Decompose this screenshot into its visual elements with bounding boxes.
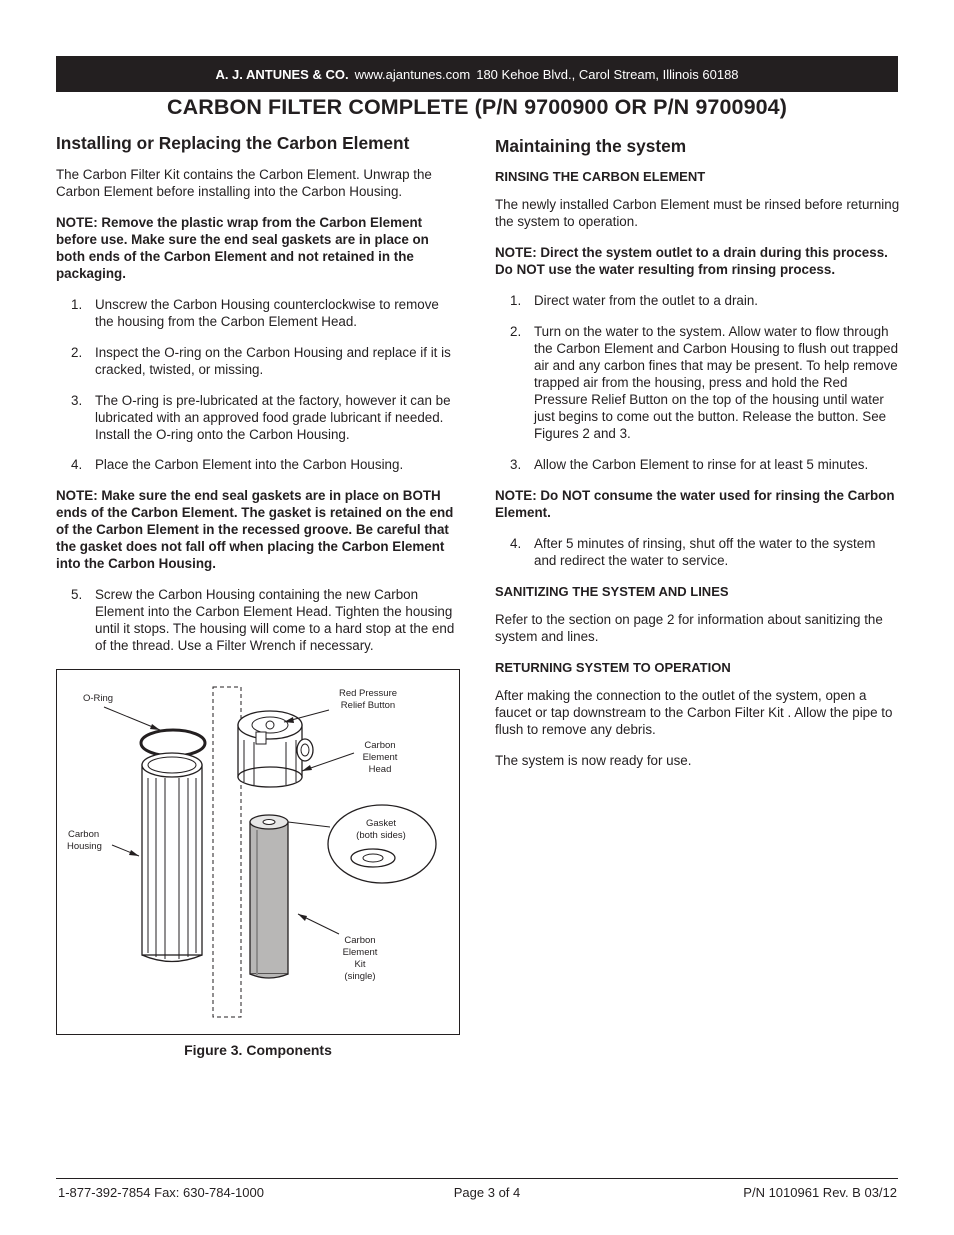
header-bar xyxy=(56,56,898,92)
step-number: 4. xyxy=(71,457,83,472)
element-kit-label-line: Carbon xyxy=(344,935,376,946)
rinsing-note-2: NOTE: Do NOT consume the water used for rinsing the Carbon Element. xyxy=(495,488,895,520)
figure-caption: Figure 3. Components xyxy=(184,1042,332,1058)
step-number: 2. xyxy=(510,324,522,339)
carbon-element-part xyxy=(250,815,288,978)
gasket-callout xyxy=(288,805,436,883)
returning-text: After making the connection to the outlet of the system, open a faucet or tap downstream to the Carbon Filter Kit . Allow the pipe to flush to remove any debris. xyxy=(495,688,893,737)
o-ring-part xyxy=(141,730,205,756)
rinsing-step xyxy=(495,456,900,473)
red-pressure-label-line: Red Pressure xyxy=(338,688,398,699)
install-step xyxy=(56,344,461,378)
left-column xyxy=(56,132,461,654)
step-text: Place the Carbon Element into the Carbon Housing. xyxy=(95,457,404,472)
install-note-2: NOTE: Make sure the end seal gaskets are in place on BOTH ends of the Carbon Element. The gasket is retained on the end of the Carbon Element in the recessed groove. Be careful that the gasket does not fall off when placing the Carbon Element into the Carbon Housing. xyxy=(56,488,454,571)
sanitizing-heading: SANITIZING THE SYSTEM AND LINES xyxy=(495,584,729,599)
carbon-housing-label-line: Carbon xyxy=(68,829,100,840)
company-website: www.ajantunes.com xyxy=(354,66,471,82)
install-step xyxy=(56,296,461,330)
install-steps xyxy=(56,296,461,473)
element-head-label-line: Head xyxy=(368,764,392,775)
carbon-element-head-part xyxy=(238,711,313,787)
element-kit-label-line: Kit xyxy=(354,959,366,970)
rinsing-heading: RINSING THE CARBON ELEMENT xyxy=(495,169,706,184)
install-step xyxy=(56,456,461,473)
footer-rule xyxy=(56,1178,898,1179)
gasket-label-line: (both sides) xyxy=(356,830,406,841)
install-heading: Installing or Replacing the Carbon Element xyxy=(56,133,410,153)
rinsing-steps xyxy=(495,292,900,473)
step-text: The O-ring is pre-lubricated at the factory, however it can be lubricated with an approved food grade lubricant if needed. Install the O-ring onto the Carbon Housing. xyxy=(95,393,451,442)
step-text: Inspect the O-ring on the Carbon Housing and replace if it is cracked, twisted, or missing. xyxy=(95,345,451,377)
sanitizing-text: Refer to the section on page 2 for information about sanitizing the system and lines. xyxy=(495,612,883,644)
footer-part-number: P/N 1010961 Rev. B 03/12 xyxy=(743,1185,897,1200)
step-text: After 5 minutes of rinsing, shut off the water to the system and redirect the water to service. xyxy=(534,536,876,568)
element-head-label-line: Element xyxy=(362,752,398,763)
o-ring-label: O-Ring xyxy=(83,693,114,704)
element-kit-label-line: Element xyxy=(342,947,378,958)
rinsing-steps-continued xyxy=(495,535,900,569)
step-number: 1. xyxy=(71,297,83,312)
rinsing-note: NOTE: Direct the system outlet to a drain during this process. Do NOT use the water resulting from rinsing process. xyxy=(495,245,888,277)
step-text: Allow the Carbon Element to rinse for at least 5 minutes. xyxy=(534,457,869,472)
rinsing-intro: The newly installed Carbon Element must be rinsed before returning the system to operation. xyxy=(495,197,900,229)
maintaining-heading: Maintaining the system xyxy=(495,136,687,156)
rinsing-step xyxy=(495,535,900,569)
right-column xyxy=(495,135,900,769)
page-title: CARBON FILTER COMPLETE (P/N 9700900 OR P/N 9700904) xyxy=(166,95,787,119)
carbon-housing-label-line: Housing xyxy=(67,841,102,852)
step-number: 5. xyxy=(71,587,83,602)
footer-phone: 1-877-392-7854 Fax: 630-784-1000 xyxy=(58,1185,264,1200)
install-intro: The Carbon Filter Kit contains the Carbon Element. Unwrap the Carbon Element before installing into the Carbon Housing. xyxy=(56,167,432,199)
components-figure xyxy=(56,669,460,1035)
rinsing-step xyxy=(495,323,900,442)
element-head-label-line: Carbon xyxy=(364,740,396,751)
step-text: Unscrew the Carbon Housing counterclockwise to remove the housing from the Carbon Element Head. xyxy=(95,297,439,329)
step-number: 4. xyxy=(510,536,522,551)
company-address: 180 Kehoe Blvd., Carol Stream, Illinois 60188 xyxy=(476,66,739,82)
element-kit-label-line: (single) xyxy=(344,971,376,982)
install-steps-continued xyxy=(56,586,461,654)
step-number: 1. xyxy=(510,293,522,308)
carbon-housing-part xyxy=(142,753,202,962)
company-name: A. J. ANTUNES & CO. xyxy=(215,66,349,82)
install-step xyxy=(56,392,461,443)
install-step xyxy=(56,586,461,654)
step-text: Direct water from the outlet to a drain. xyxy=(534,293,759,308)
step-number: 3. xyxy=(510,457,522,472)
install-note-1: NOTE: Remove the plastic wrap from the Carbon Element before use. Make sure the end seal gaskets are in place on both ends of the Carbon Element and not retained in the packaging. xyxy=(56,215,429,281)
red-pressure-label-line: Relief Button xyxy=(340,700,396,711)
ready-text: The system is now ready for use. xyxy=(495,753,692,768)
rinsing-step xyxy=(495,292,900,309)
returning-heading: RETURNING SYSTEM TO OPERATION xyxy=(495,660,731,675)
step-text: Turn on the water to the system. Allow water to flow through the Carbon Element and Carbon Housing to flush out trapped air and any carbon fines that may be present. To help remove trapped air from the housing, press and hold the Red Pressure Relief Button on the top of the housing until water just begins to come out the button. Release the button. See Figures 2 and 3. xyxy=(534,324,899,441)
gasket-label-line: Gasket xyxy=(365,818,397,829)
step-text: Screw the Carbon Housing containing the new Carbon Element into the Carbon Element Head. Tighten the housing until it stops. The housing will come to a hard stop at the end of the thread. Use a Filter Wrench if necessary. xyxy=(95,587,455,653)
step-number: 2. xyxy=(71,345,83,360)
step-number: 3. xyxy=(71,393,83,408)
alignment-guide xyxy=(213,687,241,1017)
components-diagram xyxy=(57,670,459,1034)
footer-page-number: Page 3 of 4 xyxy=(453,1185,521,1200)
